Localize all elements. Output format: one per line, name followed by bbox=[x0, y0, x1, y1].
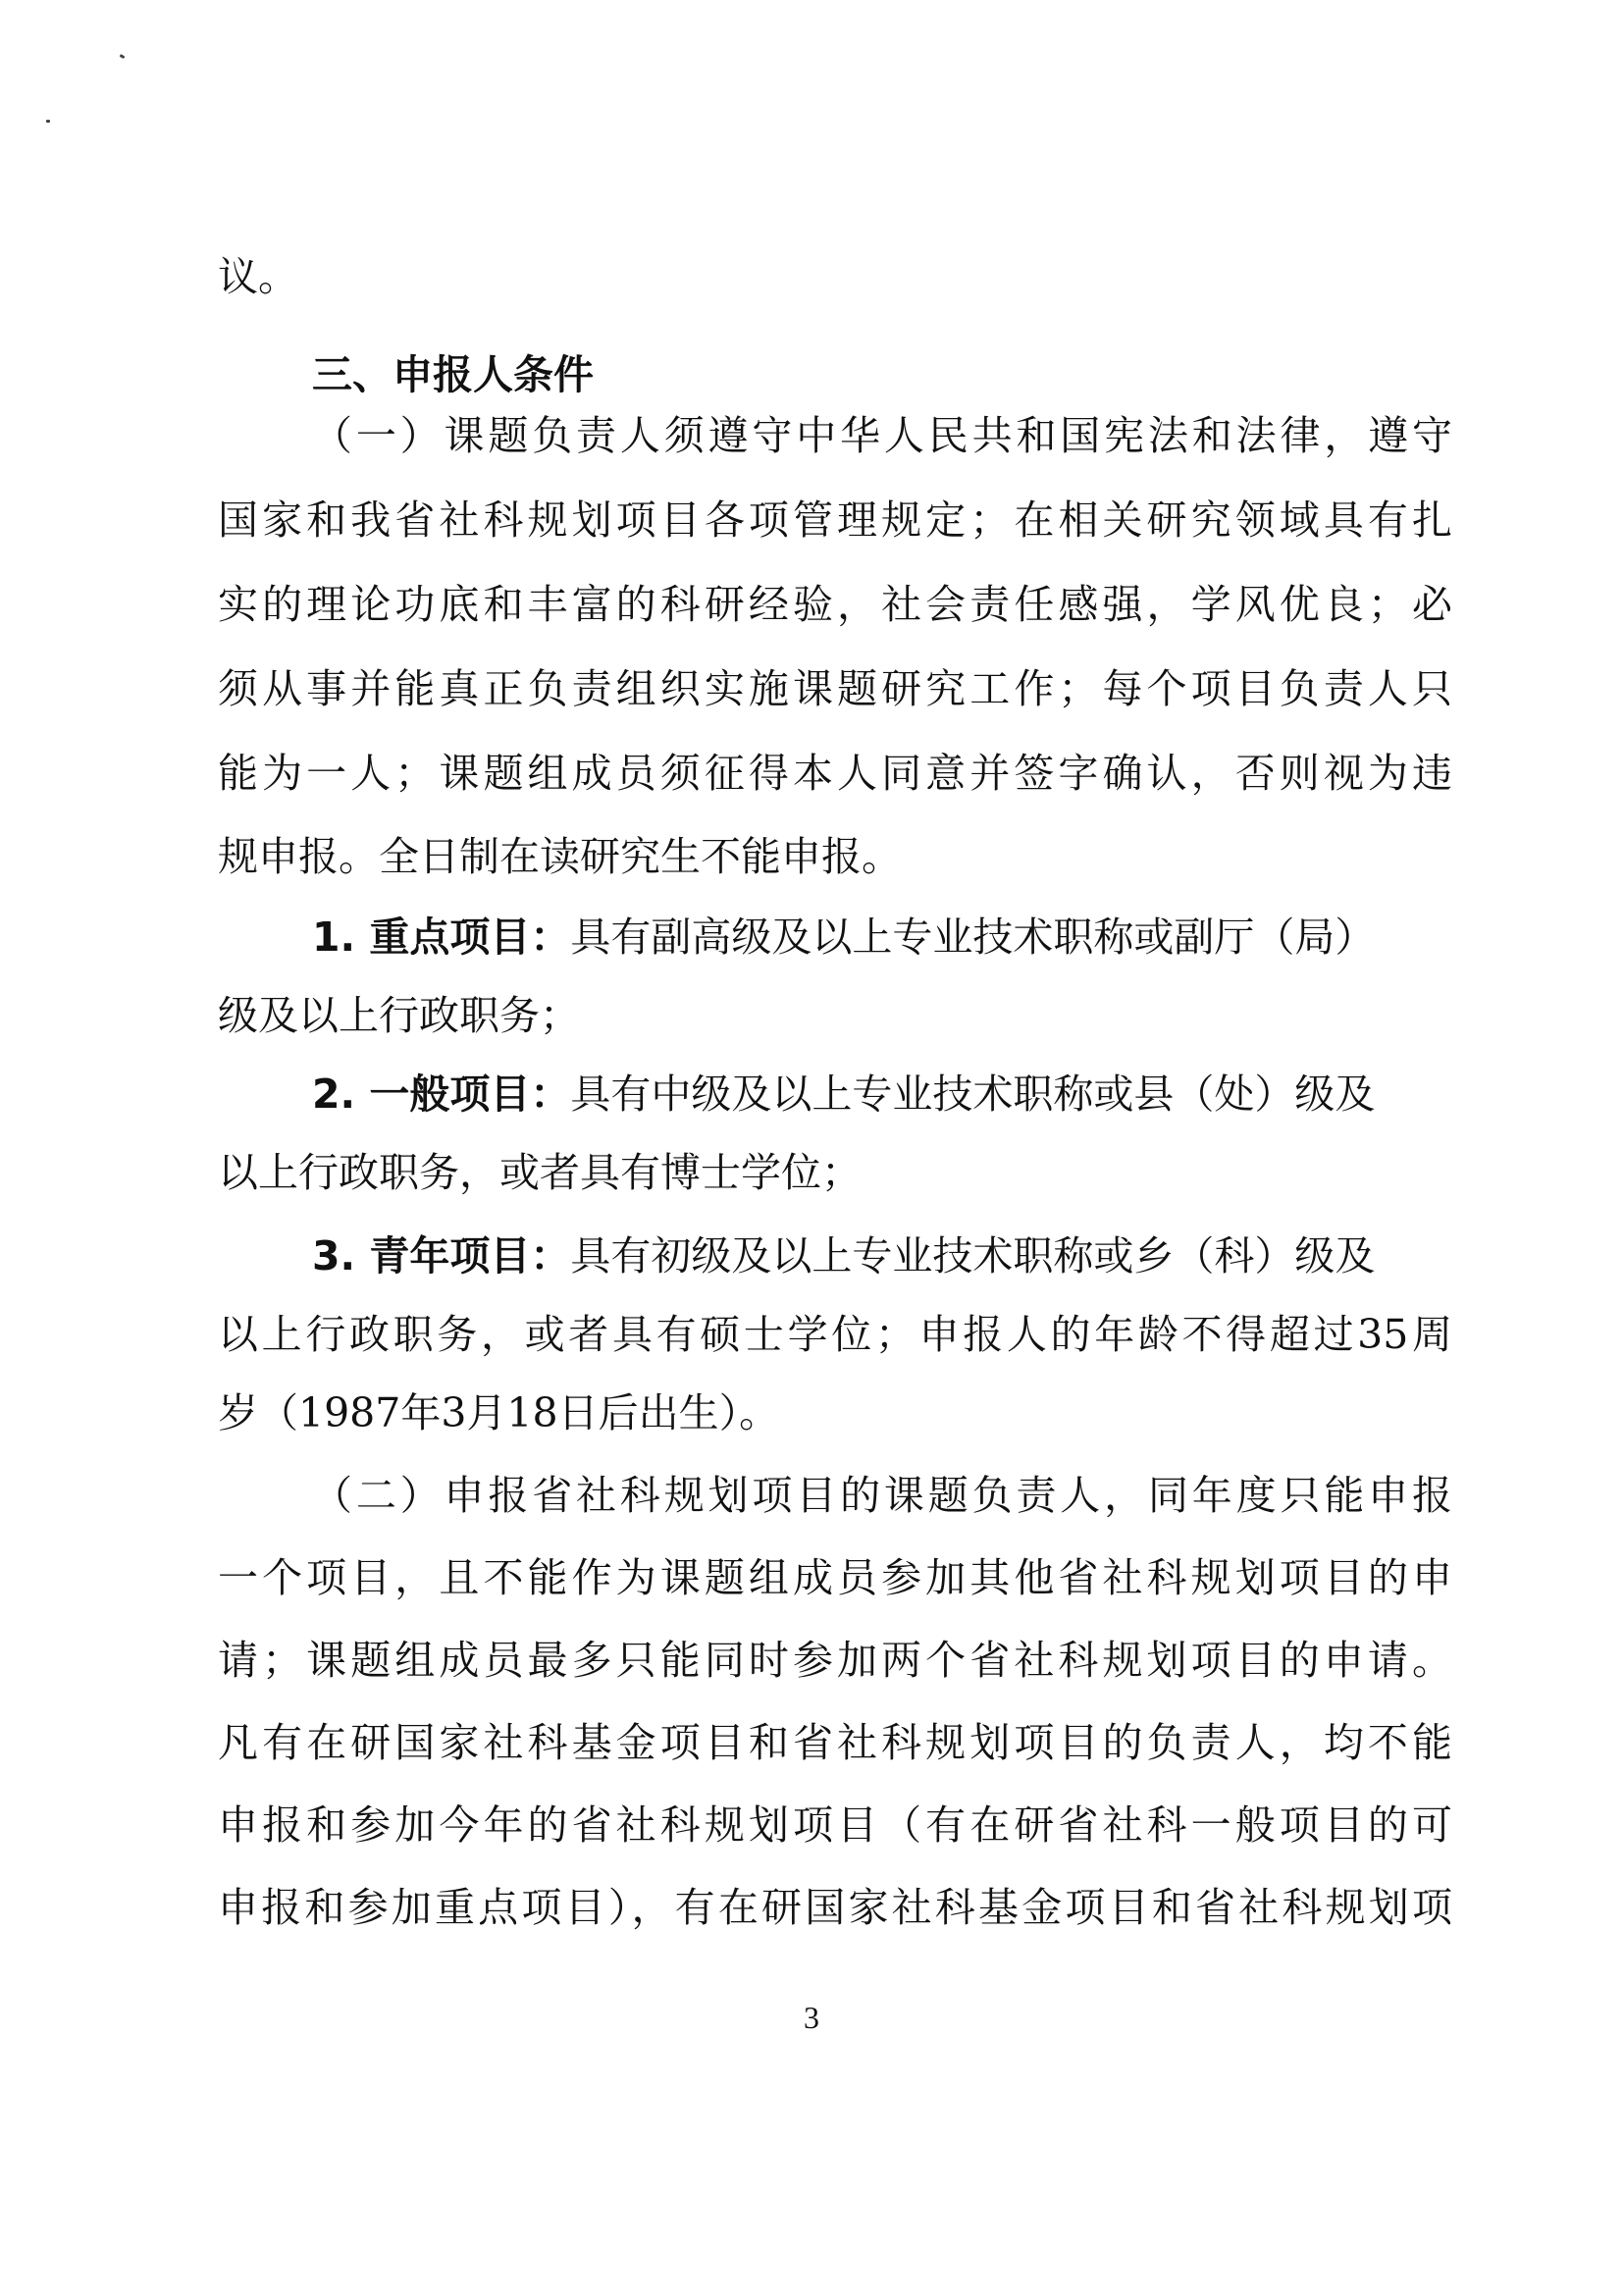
list-item-label: 2. 一般项目： bbox=[312, 1070, 571, 1118]
text-line: 须从事并能真正负责组织实施课题研究工作；每个项目负责人只 bbox=[218, 665, 1452, 712]
text-line: 申报和参加重点项目），有在研国家社科基金项目和省社科规划项 bbox=[218, 1884, 1452, 1931]
text-line: 规申报。全日制在读研究生不能申报。 bbox=[218, 833, 902, 880]
text-line: 凡有在研国家社科基金项目和省社科规划项目的负责人，均不能 bbox=[218, 1719, 1452, 1766]
text-line: 岁（1987年3月18日后出生）。 bbox=[218, 1389, 780, 1436]
list-item-label: 3. 青年项目： bbox=[312, 1232, 571, 1279]
text-line: 以上行政职务，或者具有硕士学位；申报人的年龄不得超过35周 bbox=[218, 1311, 1452, 1358]
text-line: 一个项目，且不能作为课题组成员参加其他省社科规划项目的申 bbox=[218, 1554, 1452, 1601]
list-item-key-project bbox=[312, 908, 1375, 966]
list-item-youth-project bbox=[312, 1226, 1375, 1285]
text-line: （一）课题负责人须遵守中华人民共和国宪法和法律，遵守 bbox=[312, 412, 1452, 459]
text-line: 以上行政职务，或者具有博士学位； bbox=[218, 1149, 862, 1196]
section-heading: 三、申报人条件 bbox=[312, 351, 594, 398]
list-item-general-project bbox=[312, 1065, 1375, 1123]
text-line: 级及以上行政职务； bbox=[218, 992, 580, 1039]
text-line: 请；课题组成员最多只能同时参加两个省社科规划项目的申请。 bbox=[218, 1637, 1452, 1684]
text-line: 能为一人；课题组成员须征得本人同意并签字确认，否则视为违 bbox=[218, 750, 1452, 797]
list-item-text: 具有初级及以上专业技术职称或乡（科）级及 bbox=[570, 1232, 1376, 1279]
text-line: （二）申报省社科规划项目的课题负责人，同年度只能申报 bbox=[312, 1472, 1452, 1519]
text-line: 实的理论功底和丰富的科研经验，社会责任感强，学风优良；必 bbox=[218, 581, 1452, 628]
text-line: 议。 bbox=[218, 253, 298, 300]
text-line: 申报和参加今年的省社科规划项目（有在研省社科一般项目的可 bbox=[218, 1801, 1452, 1849]
scan-speck bbox=[46, 120, 50, 123]
scan-speck bbox=[120, 54, 126, 59]
list-item-text: 具有副高级及以上专业技术职称或副厅（局） bbox=[570, 913, 1376, 961]
list-item-label: 1. 重点项目： bbox=[312, 913, 571, 961]
text-line: 国家和我省社科规划项目各项管理规定；在相关研究领域具有扎 bbox=[218, 496, 1452, 544]
page-number: 3 bbox=[804, 2000, 819, 2035]
list-item-text: 具有中级及以上专业技术职称或县（处）级及 bbox=[570, 1070, 1376, 1118]
